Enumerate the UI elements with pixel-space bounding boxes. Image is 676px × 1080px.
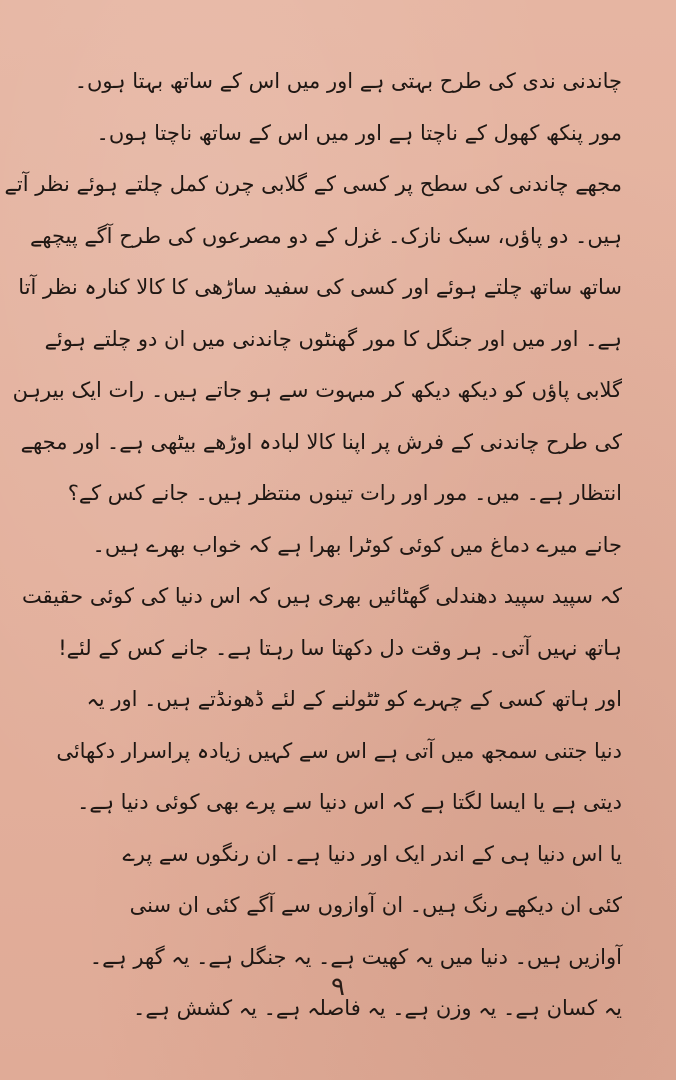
text-line: مجھے چاندنی کی سطح پر کسی کے گلابی چرن کمل چلتے ہوئے نظر آتے	[4, 172, 622, 196]
text-line: کہ سپید سپید دھندلی گھٹائیں بھری ہیں کہ اس دنیا کی کوئی حقیقت	[21, 584, 622, 608]
text-line: یا اس دنیا ہی کے اندر ایک اور دنیا ہے۔ ان رنگوں سے پرے	[122, 841, 622, 866]
text-line: ہاتھ نہیں آتی۔ ہر وقت دل دکھتا سا رہتا ہے۔ جانے کس کے لئے!	[58, 635, 622, 660]
body-text	[4, 56, 622, 1035]
text-line: گلابی پاؤں کو دیکھ دیکھ کر مبہوت سے ہو جاتے ہیں۔ رات ایک بیرہن	[12, 378, 622, 402]
text-line: یہ کسان ہے۔ یہ وزن ہے۔ یہ فاصلہ ہے۔ یہ کشش ہے۔	[133, 996, 622, 1020]
text-line: دیتی ہے یا ایسا لگتا ہے کہ اس دنیا سے پرے بھی کوئی دنیا ہے۔	[77, 790, 622, 814]
text-line: انتظار ہے۔ میں۔ مور اور رات تینوں منتظر ہیں۔ جانے کس کے؟	[67, 481, 622, 505]
text-line: چاندنی ندی کی طرح بہتی ہے اور میں اس کے ساتھ بہتا ہوں۔	[74, 69, 622, 93]
page-number: ۹	[331, 972, 345, 1002]
text-line: مور پنکھ کھول کے ناچتا ہے اور میں اس کے ساتھ ناچتا ہوں۔	[96, 120, 622, 145]
text-line: دنیا جتنی سمجھ میں آتی ہے اس سے کہیں زیادہ پراسرار دکھائی	[56, 738, 622, 763]
text-line: ہے۔ اور میں اور جنگل کا مور گھنٹوں چاندنی میں ان دو چلتے ہوئے	[44, 326, 622, 351]
text-line: کی طرح چاندنی کے فرش پر اپنا کالا لبادہ اوڑھے بیٹھی ہے۔ اور مجھے	[20, 429, 622, 454]
text-line: اور ہاتھ کسی کے چہرے کو ٹٹولنے کے لئے ڈھونڈتے ہیں۔ اور یہ	[86, 687, 622, 711]
text-line: ساتھ ساتھ چلتے ہوئے اور کسی کی سفید ساڑھی کا کالا کنارہ نظر آتا	[18, 275, 622, 299]
text-line: کئی ان دیکھے رنگ ہیں۔ ان آوازوں سے آگے کئی ان سنی	[129, 893, 622, 917]
text-line: ہیں۔ دو پاؤں، سبک نازک۔ غزل کے دو مصرعوں کی طرح آگے پیچھے	[29, 223, 622, 248]
text-line: آوازیں ہیں۔ دنیا میں یہ کھیت ہے۔ یہ جنگل ہے۔ یہ گھر ہے۔	[89, 944, 622, 969]
text-line: جانے میرے دماغ میں کوئی کوٹرا بھرا ہے کہ خواب بھرے ہیں۔	[92, 532, 622, 557]
